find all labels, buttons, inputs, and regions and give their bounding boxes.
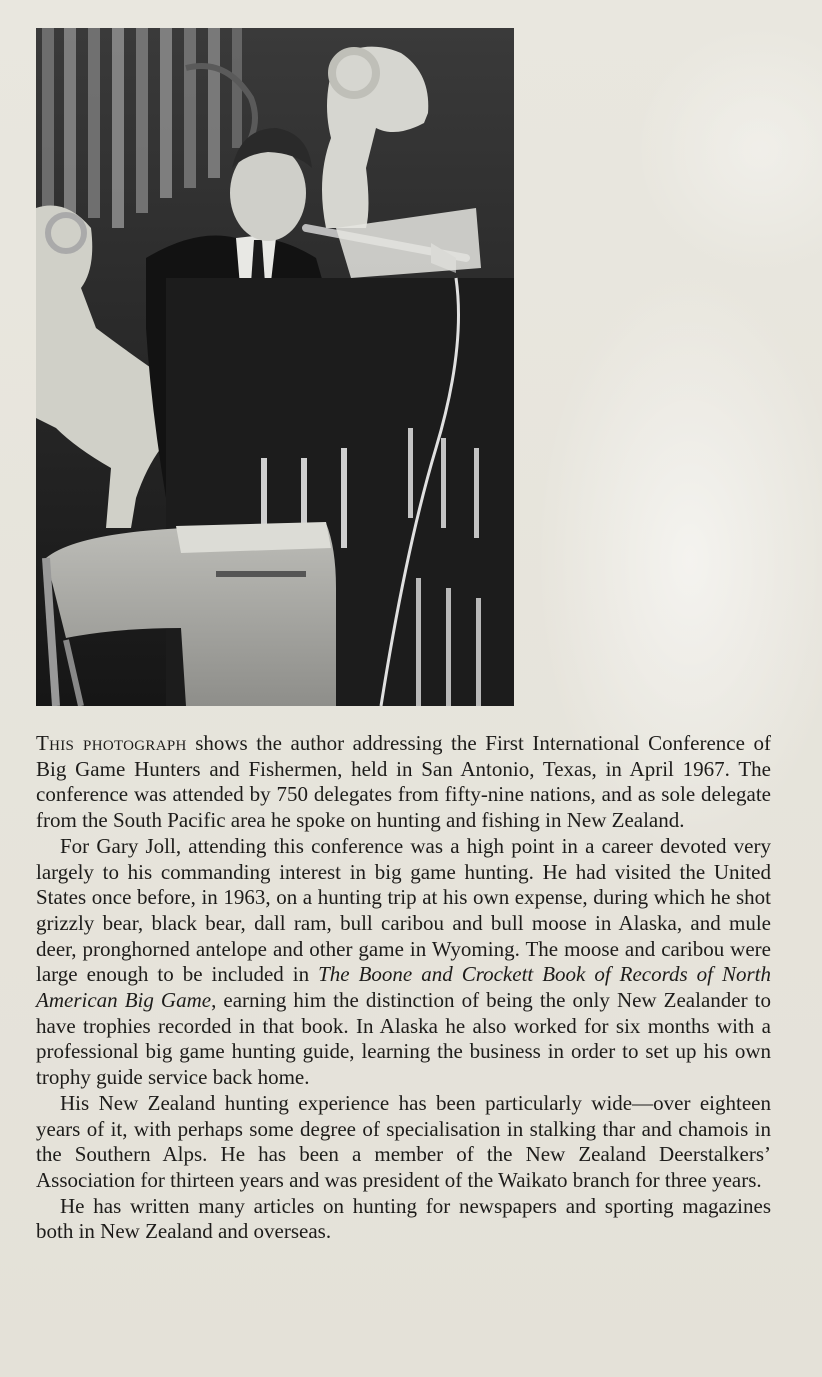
book-title: The Boone and Crockett Book of Records of North American Big Game: [36, 962, 772, 1013]
author-photograph: [36, 28, 514, 706]
caption-paragraph-4: He has written many articles on hunting for newspapers and sporting magazines both in New Zealand and overseas.: [36, 1193, 771, 1244]
caption-paragraph-1: [36, 731, 771, 834]
photo-caption: [36, 731, 771, 1245]
caption-lead-in: This photograph: [36, 731, 187, 755]
caption-paragraph-1-text: shows the author addressing the First International Conference of Big Game Hunters and Fishermen, held in San Antonio, Texas, in April 1967. The conference was attended by 750 delegates from fifty-nine nations, and as sole delegate from the South Pacific area he spoke on hunting and fishing in New Zealand.: [36, 731, 771, 833]
caption-paragraph-2-after: , earning him the distinction of being the only New Zealander to have trophies recorded in that book. In Alaska he also worked for six months with a professional big game hunting guide, learning the business in order to set up his own trophy guide service back home.: [36, 988, 771, 1090]
caption-paragraph-2-before: For Gary Joll, attending this conference was a high point in a career devoted very largely to his commanding interest in big game hunting. He had visited the United States once before, in 1963, on a hunting trip at his own expense, during which he shot grizzly bear, black bear, dall ram, bull caribou and bull moose in Alaska, and mule deer, pronghorned antelope and other game in Wyoming. The moose and caribou were large enough to be included in: [36, 833, 771, 987]
caption-paragraph-2: [36, 834, 771, 1091]
caption-paragraph-3: His New Zealand hunting experience has been particularly wide—over eighteen years of it, with perhaps some degree of specialisation in stalking thar and chamois in the Southern Alps. He has been a member of the New Zealand Deerstalkers’ Association for thirteen years and was president of the Waikato branch for three years.: [36, 1090, 771, 1192]
